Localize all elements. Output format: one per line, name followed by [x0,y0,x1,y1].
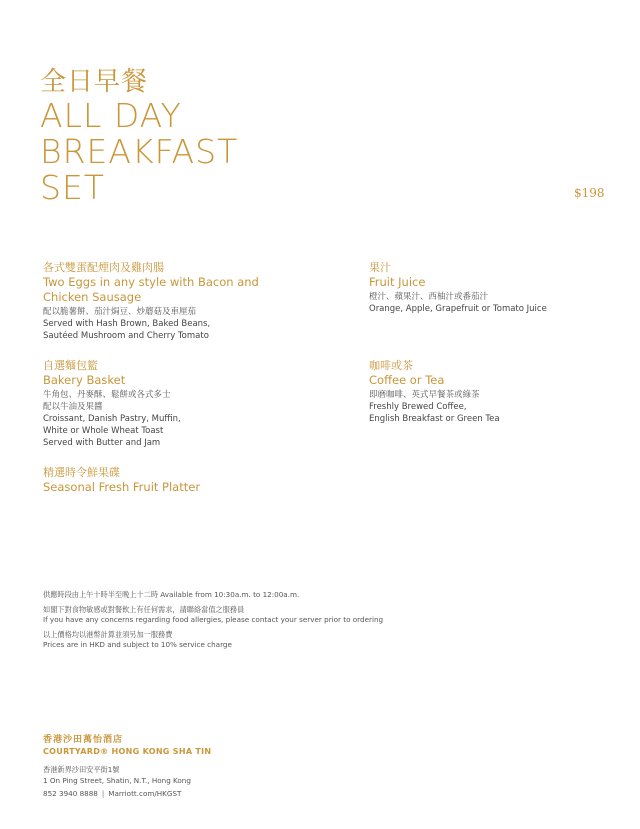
item-name-en-line-2: Chicken Sausage [43,290,142,304]
item-desc-cn: 配以脆薯餅、茄汁焗豆、炒蘑菇及車厘茄 [43,307,197,317]
item-desc-en: Orange, Apple, Grapefruit or Tomato Juice [369,304,547,314]
menu-item-bakery [43,359,343,449]
allergy-note-en: If you have any concerns regarding food allergies, please contact your server prior to ordering [43,615,384,624]
price-note-cn: 以上價格均以港幣計算並須另加一服務費 [43,629,173,639]
title-line-1: ALL DAY [40,96,182,135]
hotel-name-en: COURTYARD® HONG KONG SHA TIN [43,747,212,756]
hotel-name-cn: 香港沙田萬怡酒店 [43,735,124,745]
item-desc-en-line-3: Served with Butter and Jam [43,438,161,448]
menu-item-fruit-platter [43,466,343,495]
item-name-en-line-1: Two Eggs in any style with Bacon and [43,275,259,289]
item-desc-cn: 即磨咖啡、英式早餐茶或綠茶 [369,390,480,400]
item-desc-en-line-2: White or Whole Wheat Toast [43,426,164,436]
item-name-cn: 自選麵包籃 [43,359,98,372]
menu-item-juice [369,261,609,315]
address-cn: 香港新界沙田安平街1號 [43,765,120,774]
item-name-cn: 咖啡或茶 [369,359,413,372]
availability-note: 供應時段由上午十時半至晚上十二時 Available from 10:30a.m. to 12:00a.m. [43,590,300,599]
price-note-en: Prices are in HKD and subject to 10% service charge [43,640,232,649]
menu-title [40,66,238,206]
item-desc-en-line-1: Freshly Brewed Coffee, [369,402,467,412]
phone-number: 852 3940 8888 [43,789,98,798]
allergy-note-cn: 如閣下對食物敏感或對餐飲上有任何需求，請聯絡當值之服務員 [43,604,245,614]
item-name-en: Seasonal Fresh Fruit Platter [43,480,201,494]
contact-line [43,788,211,799]
item-name-en: Fruit Juice [369,275,426,289]
item-desc-cn-line-2: 配以牛油及果醬 [43,402,103,412]
menu-notes [43,590,603,651]
set-price: $198 [574,186,605,200]
hotel-footer [43,734,211,799]
menu-item-eggs [43,261,343,342]
item-desc-cn-line-1: 牛角包、丹麥酥、鬆餅或各式多士 [43,390,171,400]
item-name-cn: 精選時令鮮果碟 [43,466,120,479]
address-en: 1 On Ping Street, Shatin, N.T., Hong Kong [43,776,191,785]
contact-separator: | [101,789,105,798]
item-name-cn: 各式雙蛋配煙肉及雞肉腸 [43,261,164,274]
item-desc-en-line-1: Served with Hash Brown, Baked Beans, [43,319,211,329]
item-name-en: Coffee or Tea [369,373,445,387]
item-desc-cn: 橙汁、蘋果汁、西柚汁或番茄汁 [369,292,489,302]
item-desc-en-line-1: Croissant, Danish Pastry, Muffin, [43,414,181,424]
title-line-3: SET [40,168,105,207]
website-link[interactable]: Marriott.com/HKGST [108,789,182,798]
item-name-cn: 果汁 [369,261,391,274]
title-chinese: 全日早餐 [40,67,149,97]
item-desc-en-line-2: Sautéed Mushroom and Cherry Tomato [43,331,209,341]
item-desc-en-line-2: English Breakfast or Green Tea [369,414,500,424]
item-name-en: Bakery Basket [43,373,126,387]
menu-item-coffee-tea [369,359,609,425]
title-line-2: BREAKFAST [40,132,239,171]
